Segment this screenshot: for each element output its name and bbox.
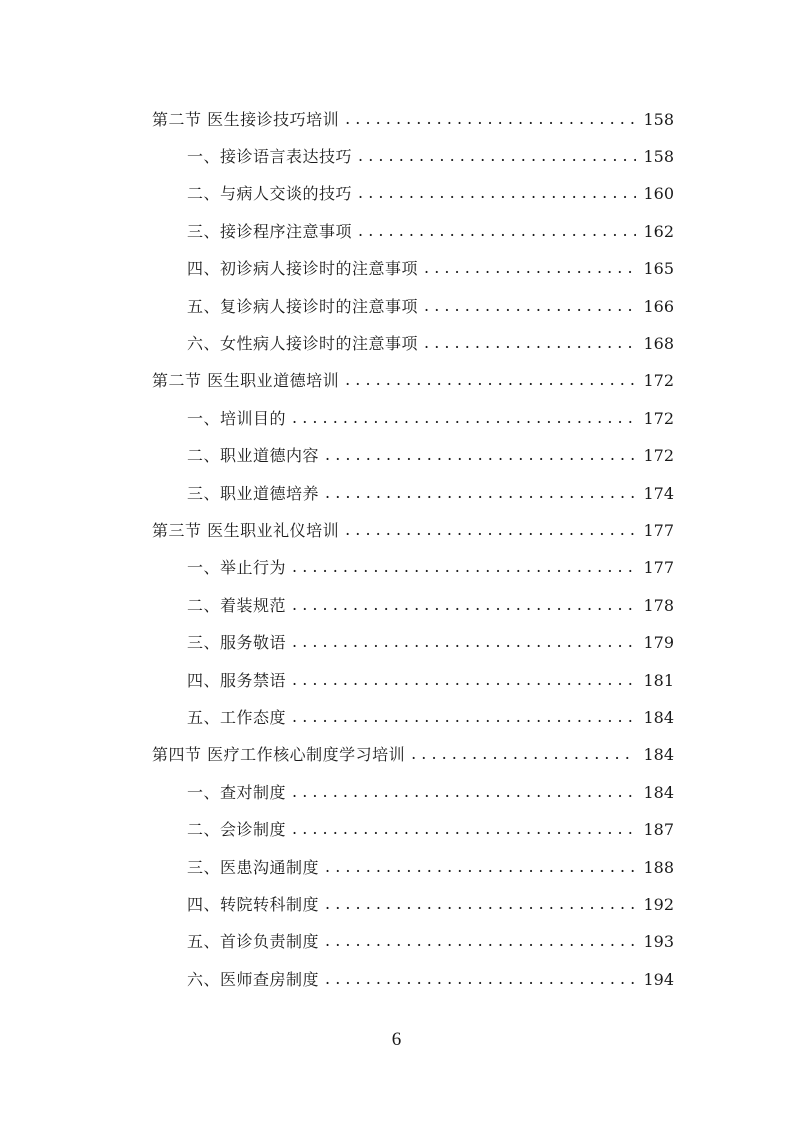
toc-entry-page: 187 [643, 820, 674, 840]
toc-dot-leader [345, 520, 636, 540]
toc-entry-page: 177 [643, 558, 674, 578]
toc-entry-page: 178 [643, 595, 674, 615]
toc-dot-leader [358, 221, 636, 241]
toc-entry-title: 四、服务禁语 [187, 670, 287, 690]
toc-entry[interactable] [0, 251, 793, 288]
toc-dot-leader [325, 894, 636, 914]
toc-entry-section-4-core-systems[interactable] [0, 737, 793, 774]
toc-entry-title: 二、与病人交谈的技巧 [187, 184, 353, 204]
toc-entry-section-3-etiquette[interactable] [0, 512, 793, 549]
toc-entry[interactable] [0, 587, 793, 624]
toc-entry-title: 四、初诊病人接诊时的注意事项 [187, 259, 419, 279]
toc-entry[interactable] [0, 176, 793, 213]
toc-entry-title: 三、医患沟通制度 [187, 857, 320, 877]
toc-entry-page: 172 [643, 408, 674, 428]
toc-entry-page: 166 [643, 296, 674, 316]
toc-entry[interactable] [0, 213, 793, 250]
toc-entry-title: 六、医师查房制度 [187, 969, 320, 989]
toc-dot-leader [292, 408, 636, 428]
toc-entry[interactable] [0, 662, 793, 699]
toc-entry-title: 三、职业道德培养 [187, 483, 320, 503]
toc-entry-page: 162 [643, 221, 674, 241]
toc-entry[interactable] [0, 774, 793, 811]
toc-entry[interactable] [0, 886, 793, 923]
toc-entry[interactable] [0, 699, 793, 736]
toc-dot-leader [325, 969, 636, 989]
toc-entry-page: 181 [643, 670, 674, 690]
toc-entry[interactable] [0, 849, 793, 886]
toc-entry[interactable] [0, 550, 793, 587]
toc-entry-page: 172 [643, 371, 674, 391]
toc-entry-page: 192 [643, 894, 674, 914]
toc-dot-leader [325, 445, 636, 465]
toc-entry[interactable] [0, 438, 793, 475]
toc-entry-title: 第二节 医生接诊技巧培训 [152, 109, 340, 129]
toc-dot-leader [292, 670, 636, 690]
toc-entry-title: 二、着装规范 [187, 595, 287, 615]
toc-entry-page: 179 [643, 633, 674, 653]
toc-dot-leader [325, 931, 636, 951]
toc-entry[interactable] [0, 924, 793, 961]
toc-entry-title: 二、会诊制度 [187, 820, 287, 840]
toc-dot-leader [292, 707, 636, 727]
toc-entry-title: 一、接诊语言表达技巧 [187, 147, 353, 167]
toc-entry-title: 一、培训目的 [187, 408, 287, 428]
toc-dot-leader [345, 109, 636, 129]
toc-dot-leader [292, 557, 636, 577]
toc-entry[interactable] [0, 624, 793, 661]
toc-entry[interactable] [0, 475, 793, 512]
toc-entry-title: 五、首诊负责制度 [187, 932, 320, 952]
toc-entry-title: 五、复诊病人接诊时的注意事项 [187, 296, 419, 316]
toc-dot-leader [292, 782, 636, 802]
toc-entry-page: 184 [643, 782, 674, 802]
toc-dot-leader [358, 183, 636, 203]
toc-entry-title: 二、职业道德内容 [187, 446, 320, 466]
toc-entry-title: 三、接诊程序注意事项 [187, 221, 353, 241]
toc-entry-page: 168 [643, 334, 674, 354]
toc-entry[interactable] [0, 811, 793, 848]
toc-dot-leader [292, 595, 636, 615]
toc-entry[interactable] [0, 400, 793, 437]
toc-entry[interactable] [0, 138, 793, 175]
toc-dot-leader [358, 146, 636, 166]
toc-entry-page: 194 [643, 969, 674, 989]
toc-entry-title: 第四节 医疗工作核心制度学习培训 [152, 745, 406, 765]
toc-entry-title: 五、工作态度 [187, 707, 287, 727]
toc-entry-title: 第二节 医生职业道德培训 [152, 371, 340, 391]
toc-entry-page: 158 [643, 147, 674, 167]
toc-entry-title: 三、服务敬语 [187, 633, 287, 653]
toc-entry-title: 一、查对制度 [187, 782, 287, 802]
toc-entry-page: 184 [643, 707, 674, 727]
table-of-contents [0, 101, 793, 998]
toc-entry-page: 193 [643, 932, 674, 952]
toc-entry-section-2-professional-ethics[interactable] [0, 363, 793, 400]
toc-dot-leader [411, 744, 636, 764]
toc-entry-page: 174 [643, 483, 674, 503]
toc-dot-leader [424, 258, 636, 278]
toc-entry-section-2-reception-skills[interactable] [0, 101, 793, 138]
toc-dot-leader [292, 632, 636, 652]
toc-entry-page: 160 [643, 184, 674, 204]
toc-entry-page: 158 [643, 109, 674, 129]
toc-entry-page: 177 [643, 520, 674, 540]
toc-entry[interactable] [0, 325, 793, 362]
toc-dot-leader [325, 857, 636, 877]
toc-entry-title: 六、女性病人接诊时的注意事项 [187, 334, 419, 354]
toc-entry-page: 172 [643, 446, 674, 466]
toc-entry-page: 184 [643, 745, 674, 765]
toc-entry-title: 四、转院转科制度 [187, 894, 320, 914]
toc-entry[interactable] [0, 288, 793, 325]
toc-dot-leader [325, 483, 636, 503]
toc-entry-page: 188 [643, 857, 674, 877]
toc-entry-title: 第三节 医生职业礼仪培训 [152, 520, 340, 540]
toc-dot-leader [345, 370, 636, 390]
toc-dot-leader [424, 296, 636, 316]
page-number: 6 [391, 1029, 402, 1050]
toc-entry-title: 一、举止行为 [187, 558, 287, 578]
toc-entry-page: 165 [643, 259, 674, 279]
toc-entry[interactable] [0, 961, 793, 998]
toc-dot-leader [292, 819, 636, 839]
toc-dot-leader [424, 333, 636, 353]
